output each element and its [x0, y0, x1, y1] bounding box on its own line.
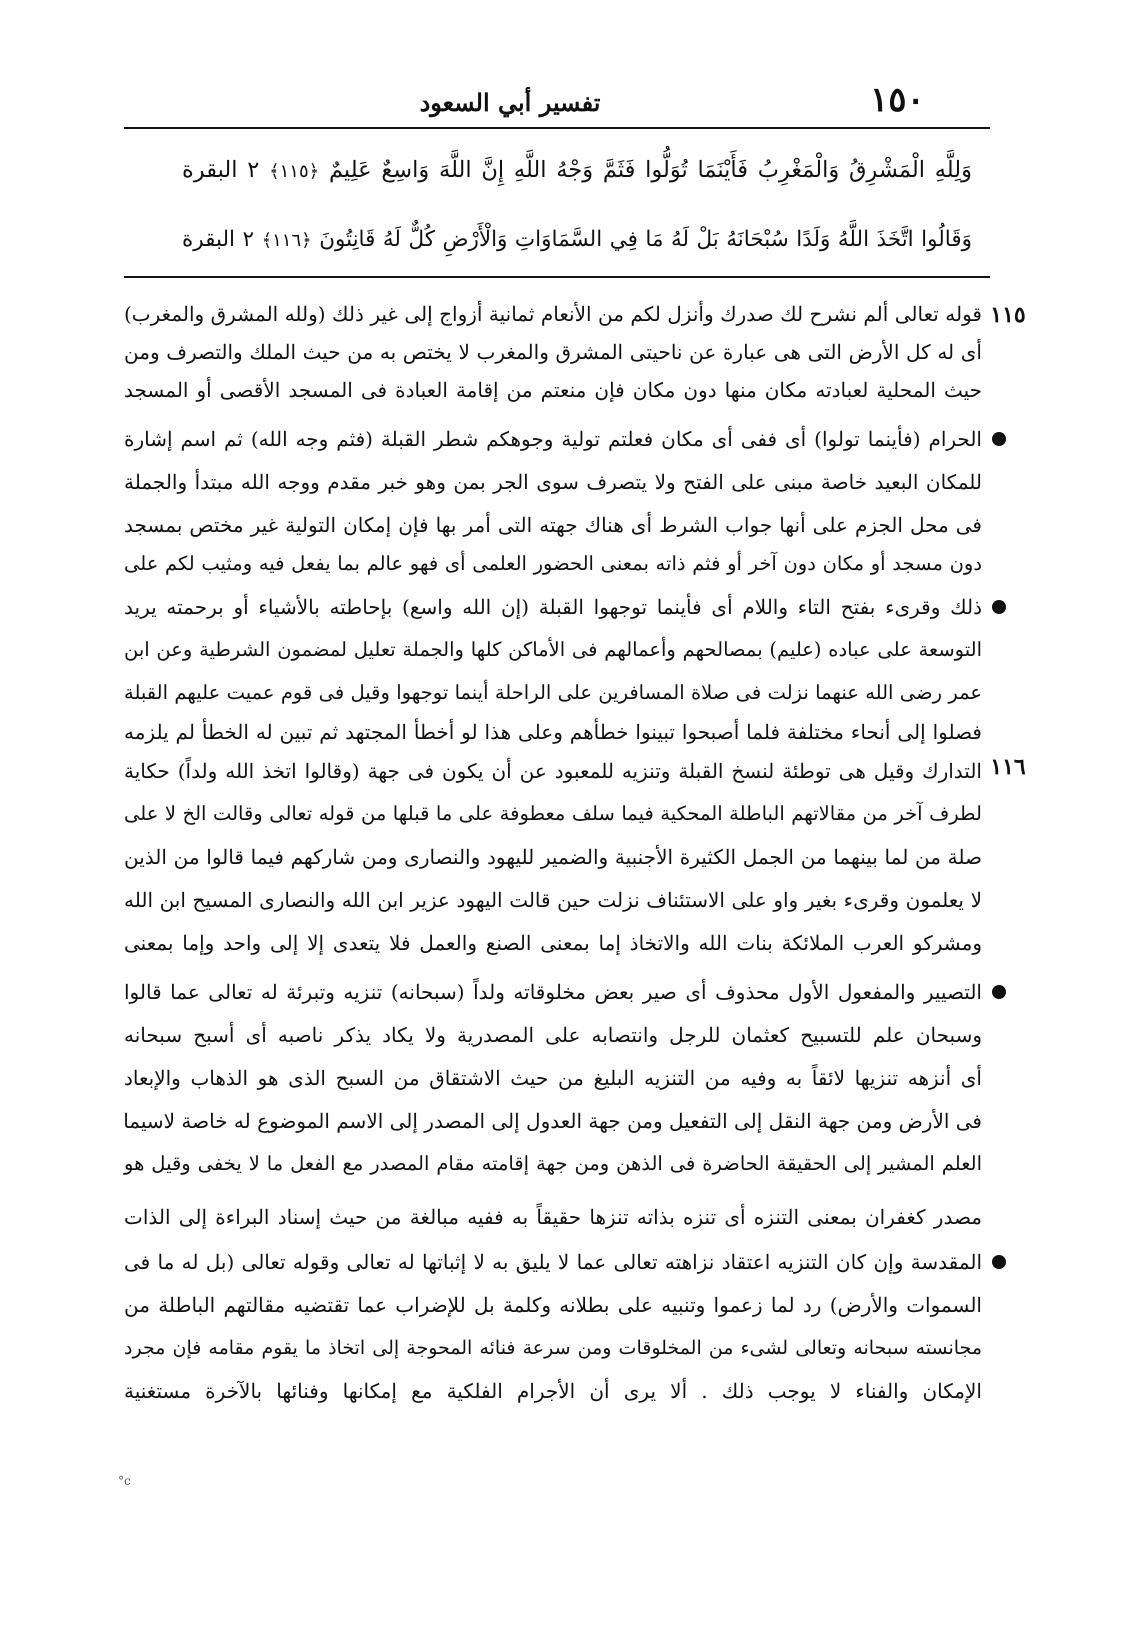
commentary-line: حيث المحلية لعبادته مكان منها دون مكان فإن منعتم من إقامة العبادة فى المسجد الأقصى أو المسجد [124, 378, 982, 402]
commentary-line: أى أنزهه تنزيها لائقاً به وفيه من التنزيه البليغ من حيث الاشتقاق من السبح الذى هو الذهاب والإبعاد [124, 1066, 982, 1090]
verse-marker: ﴿١١٥﴾ [269, 161, 320, 182]
commentary-line: قوله تعالى ألم نشرح لك صدرك وأنزل لكم من الأنعام ثمانية أزواج إلى غير ذلك (ولله المشرق والمغرب) [124, 302, 982, 326]
commentary-line: لطرف آخر من مقالاتهم الباطلة المحكية فيما سلف معطوفة على ما قبلها من قوله تعالى وقالت الخ لا على [124, 802, 982, 825]
page-number: ١٥٠ [870, 80, 925, 120]
commentary-line: لا يعلمون وقرىء بغير واو على الاستئناف نزلت حين قالت اليهود عزير ابن الله والنصارى المسيح ابن الله [124, 888, 982, 912]
margin-smudge: °c [118, 1474, 131, 1488]
commentary-line: للمكان البعيد خاصة مبنى على الفتح ولا يتصرف سوى الجر بمن وهو خبر مقدم ووجه الله مبتدأ والجملة [124, 470, 982, 494]
verse-text: وَلِلَّهِ الْمَشْرِقُ وَالْمَغْرِبُ فَأَيْنَمَا تُوَلُّوا فَثَمَّ وَجْهُ اللَّهِ إِنَّ اللَّهَ وَاسِعٌ عَلِيمٌ [328, 157, 972, 183]
verse-marker: ﴿١١٦﴾ [261, 230, 312, 251]
bullet-marker [992, 432, 1006, 446]
page-title: تفسير أبي السعود [419, 88, 601, 117]
verse-surah-ref: ٢ البقرة [182, 227, 255, 252]
commentary-line: فى محل الجزم على أنها جواب الشرط أى هناك جهته التى أمر بها فإن إمكان التولية غير مختص بمسجد [124, 513, 982, 537]
bullet-marker [992, 600, 1006, 614]
quran-verse-115 [182, 148, 972, 192]
commentary-line: ذلك وقرىء بفتح التاء واللام أى فأينما توجهوا القبلة (إن الله واسع) بإحاطته بالأشياء أو برحمته يريد [124, 595, 982, 619]
commentary-line: أى له كل الأرض التى هى عبارة عن ناحيتى المشرق والمغرب لا يختص به من حيث الملك والتصرف ومن [124, 340, 982, 364]
commentary-line: مجانسته سبحانه وتعالى لشىء من المخلوقات ومن سرعة فنائه المحوجة إلى اتخاذ ما يقوم مقامه فإن مجرد [124, 1337, 982, 1359]
commentary-line: مصدر كغفران بمعنى التنزه أى تنزه بذاته تنزها حقيقاً به ففيه مبالغة من حيث إسناد البراءة إلى الذات [124, 1205, 982, 1229]
commentary-line: التدارك وقيل هى توطئة لنسخ القبلة وتنزيه للمعبود عن أن يكون فى جهة (وقالوا اتخذ الله ولداً) حكاية [124, 759, 982, 783]
commentary-line: المقدسة وإن كان التنزيه اعتقاد نزاهته تعالى عما لا يليق به لا إثباتها له تعالى وقوله تعالى (بل له ما فى [124, 1250, 982, 1274]
commentary-line: الإمكان والفناء لا يوجب ذلك . ألا يرى أن الأجرام الفلكية مع إمكانها وفنائها بالآخرة مستغنية [124, 1379, 982, 1403]
bullet-marker [992, 1255, 1006, 1269]
commentary-line: فى الأرض ومن جهة النقل إلى التفعيل ومن جهة العدول إلى المصدر إلى الاسم الموضوع له خاصة لاسيما [123, 1109, 982, 1133]
bullet-marker [992, 985, 1006, 999]
commentary-line: السموات والأرض) رد لما زعموا وتنبيه على بطلانه وكلمة بل للإضراب عما تقتضيه مقالتهم الباطلة من [124, 1293, 982, 1317]
commentary-line: العلم المشير إلى الحقيقة الحاضرة فى الذهن ومن جهة إقامته مقام المصدر مع الفعل ما لا يخفى وقيل هو [124, 1152, 982, 1175]
commentary-line: فصلوا إلى أنحاء مختلفة فلما أصبحوا تبينوا خطأهم وعلى هذا لو أخطأ المجتهد ثم تبين له الخطأ لم يلزمه [124, 720, 982, 744]
verse-text: وَقَالُوا اتَّخَذَ اللَّهُ وَلَدًا سُبْحَانَهُ بَلْ لَهُ مَا فِي السَّمَاوَاتِ وَالْأَرْضِ كُلٌّ لَهُ قَانِتُونَ [319, 227, 972, 252]
quran-verse-116 [182, 218, 972, 262]
verse-number-115: ١١٥ [990, 302, 1026, 328]
verses-rule [124, 276, 990, 278]
verse-surah-ref: ٢ البقرة [182, 157, 260, 183]
commentary-line: صلة من لما بينهما من الجمل الكثيرة الأجنبية والضمير لليهود والنصارى ومن شاركهم فيما قالوا من الذين [124, 845, 982, 869]
commentary-line: عمر رضى الله عنهما نزلت فى صلاة المسافرين على الراحلة أينما توجهوا وقيل فى قوم عميت عليهم القبلة [124, 681, 982, 704]
commentary-line: دون مسجد أو مكان دون آخر أو فثم ذاته بمعنى الحضور العلمى أى فهو عالم بما يفعل فيه ومثيب لكم على [124, 552, 982, 575]
commentary-line: التصيير والمفعول الأول محذوف أى صير بعض مخلوقاته ولداً (سبحانه) تنزيه وتبرئة له تعالى عما قالوا [124, 980, 982, 1004]
header-rule [124, 127, 990, 129]
verse-number-116: ١١٦ [990, 754, 1026, 780]
commentary-line: ومشركو العرب الملائكة بنات الله والاتخاذ إما بمعنى الصنع والعمل فلا يتعدى إلا إلى واحد وإما بمعنى [124, 931, 982, 955]
commentary-line: الحرام (فأينما تولوا) أى ففى أى مكان فعلتم تولية وجوهكم شطر القبلة (فثم وجه الله) ثم اسم إشارة [124, 427, 982, 451]
commentary-line: وسبحان علم للتسبيح كعثمان للرجل وانتصابه على المصدرية ولا يكاد يذكر ناصبه أى أسبح سبحانه [124, 1023, 982, 1047]
commentary-line: التوسعة على عباده (عليم) بمصالحهم وأعمالهم فى الأماكن كلها والجملة تعليل لمضمون الشرطية وعن ابن [124, 638, 982, 661]
